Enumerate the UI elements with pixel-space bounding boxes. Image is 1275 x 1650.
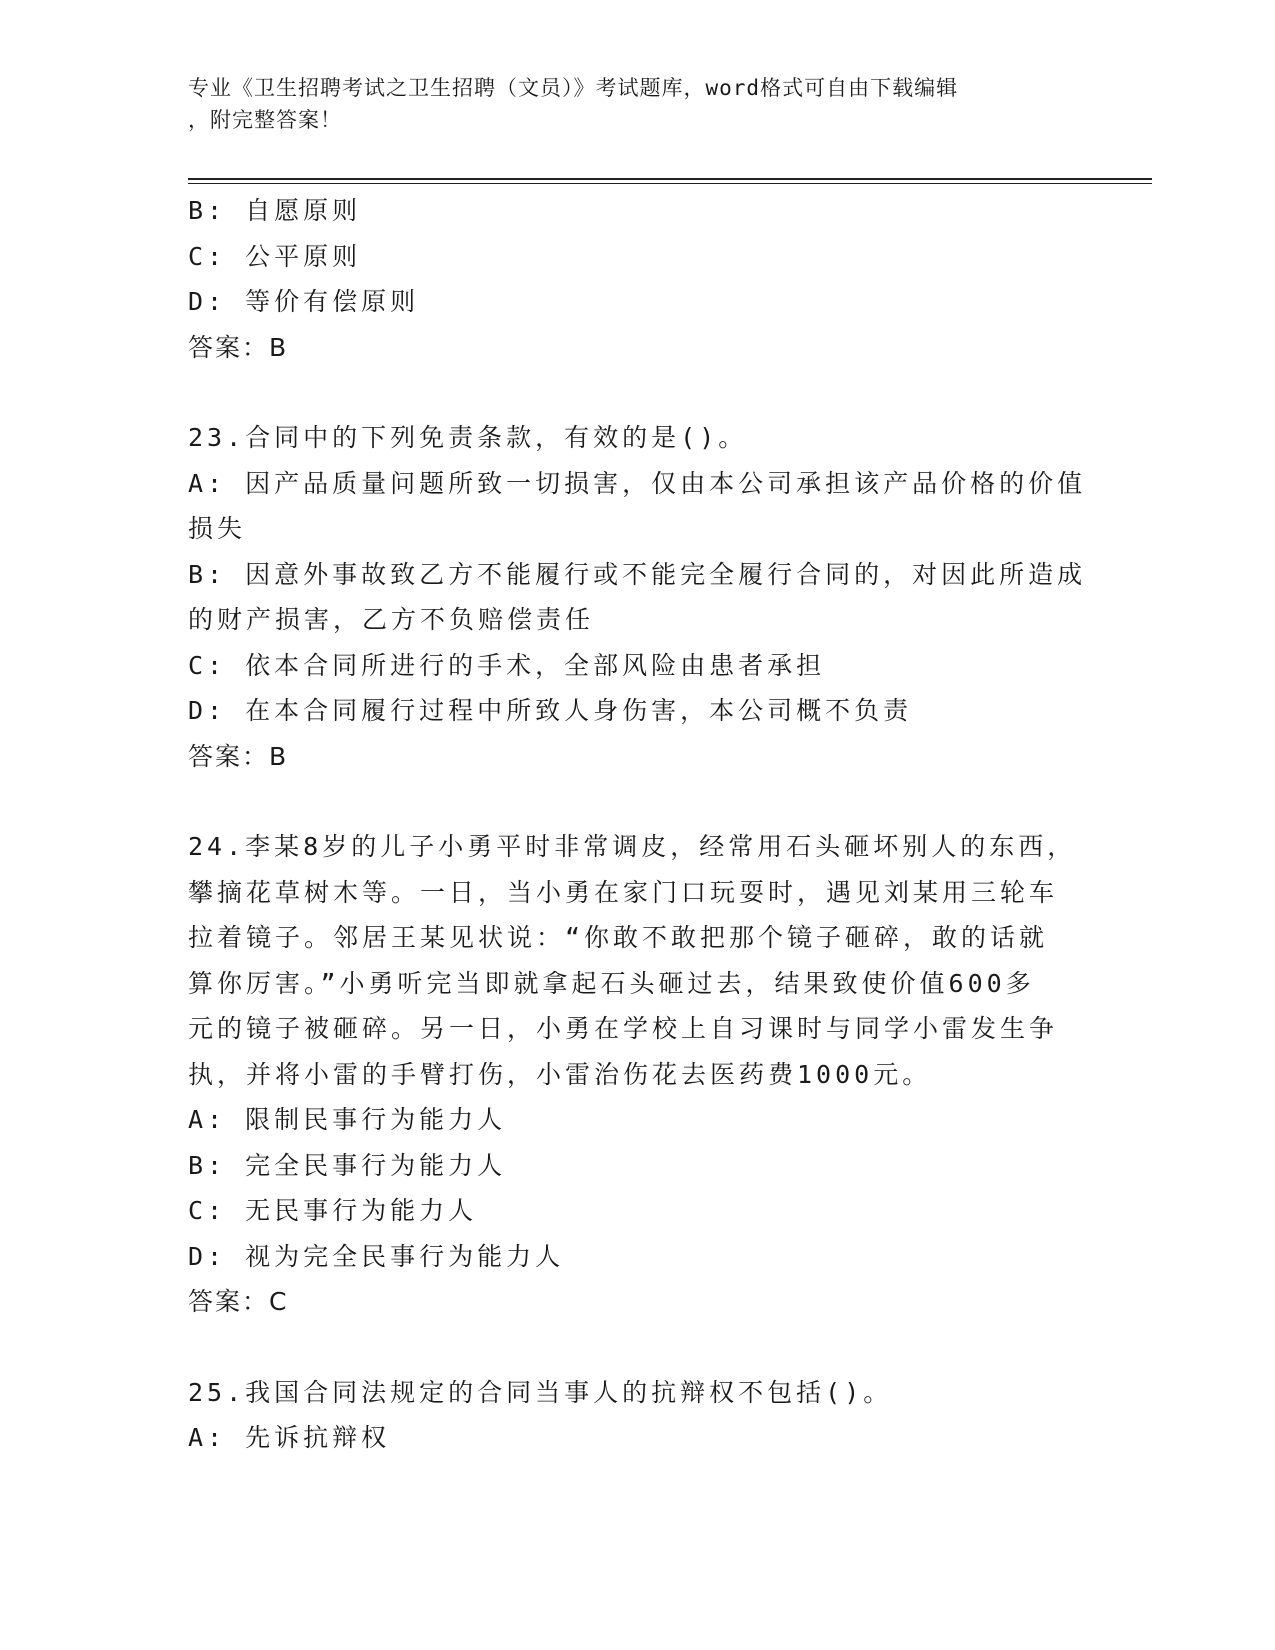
spacer — [188, 1325, 1088, 1370]
question-stem-line: 24.李某8岁的儿子小勇平时非常调皮，经常用石头砸坏别人的东西， — [188, 832, 1077, 861]
option-d: D: 在本合同履行过程中所致人身伤害，本公司概不负责 — [188, 696, 913, 725]
option-a-continuation: 损失 — [188, 514, 247, 543]
question-stem-line: 元的镜子被砸碎。另一日，小勇在学校上自习课时与同学小雷发生争 — [188, 1014, 1059, 1043]
option-b: B: 因意外事故致乙方不能履行或不能完全履行合同的，对因此所造成 — [188, 559, 1087, 589]
question-23 — [188, 415, 1088, 779]
option-b: B: 自愿原则 — [188, 196, 362, 225]
question-stem: 23.合同中的下列免责条款，有效的是()。 — [188, 423, 748, 452]
header-divider-thick — [188, 178, 1152, 180]
option-d: D: 等价有偿原则 — [188, 287, 420, 316]
header-title-line: 专业《卫生招聘考试之卫生招聘（文员）》考试题库，word格式可自由下载编辑 — [188, 76, 959, 100]
question-25 — [188, 1370, 1088, 1461]
answer-line: 答案：C — [188, 1287, 289, 1316]
option-c: C: 公平原则 — [188, 241, 362, 271]
answer-line: 答案：B — [188, 332, 289, 362]
option-c: C: 无民事行为能力人 — [188, 1196, 478, 1225]
option-a: A: 限制民事行为能力人 — [188, 1105, 507, 1134]
option-a: A: 先诉抗辩权 — [188, 1423, 391, 1452]
spacer — [188, 779, 1088, 824]
question-stem-line: 拉着镜子。邻居王某见状说：“你敢不敢把那个镜子砸碎，敢的话就 — [188, 923, 1049, 952]
question-stem-line: 攀摘花草树木等。一日，当小勇在家门口玩耍时，遇见刘某用三轮车 — [188, 877, 1059, 907]
question-stem: 25.我国合同法规定的合同当事人的抗辩权不包括()。 — [188, 1377, 893, 1407]
spacer — [188, 370, 1088, 415]
question-stem-line: 执，并将小雷的手臂打伤，小雷治伤花去医药费1000元。 — [188, 1059, 932, 1089]
option-d: D: 视为完全民事行为能力人 — [188, 1241, 565, 1271]
question-22-tail — [188, 188, 1088, 370]
option-b: B: 完全民事行为能力人 — [188, 1150, 507, 1180]
question-24 — [188, 824, 1088, 1325]
answer-line: 答案：B — [188, 741, 289, 771]
option-c: C: 依本合同所进行的手术，全部风险由患者承担 — [188, 650, 826, 680]
question-content — [188, 188, 1088, 1461]
header-title-continuation: ，附完整答案！ — [188, 108, 342, 132]
header-divider-thin — [188, 183, 1152, 184]
document-header — [188, 72, 1068, 136]
option-b-continuation: 的财产损害，乙方不负赔偿责任 — [188, 605, 595, 634]
question-stem-line: 算你厉害。”小勇听完当即就拿起石头砸过去，结果致使价值600多 — [188, 968, 1035, 998]
option-a: A: 因产品质量问题所致一切损害，仅由本公司承担该产品价格的价值 — [188, 468, 1087, 498]
